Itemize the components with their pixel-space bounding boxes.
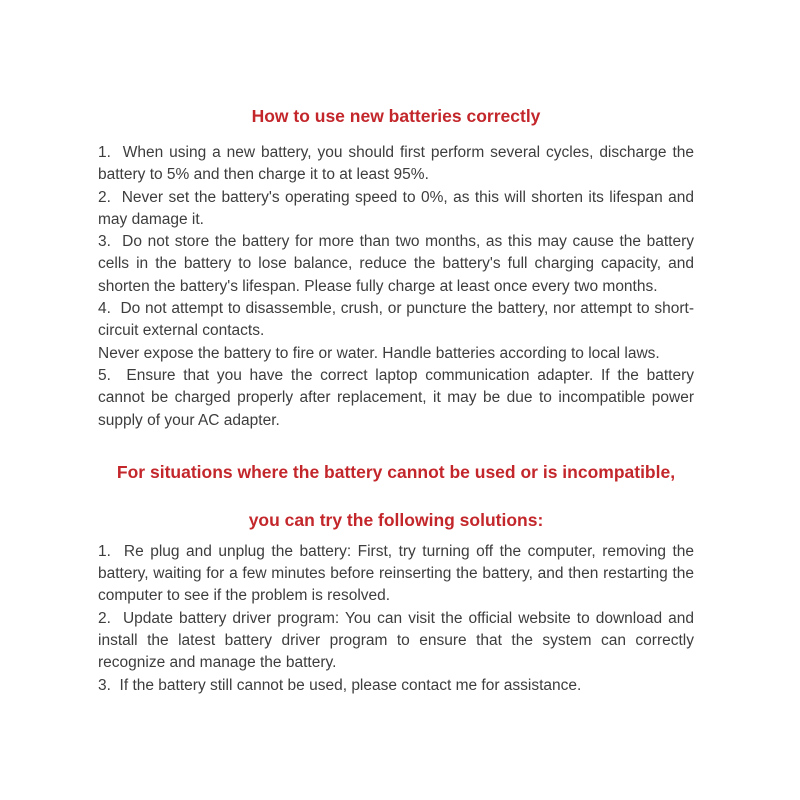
instruction-paragraph: 5. Ensure that you have the correct laptop communication adapter. If the battery cannot be charged properly after replacement, it may be due to incompatible power supply of your AC adapter. xyxy=(98,366,694,429)
section-battery-usage xyxy=(98,104,694,432)
solution-paragraph: 2. Update battery driver program: You can visit the official website to download and install the latest battery driver program to ensure that the system can correctly recognize and manage the battery. xyxy=(98,609,694,672)
instruction-paragraph: 1. When using a new battery, you should first perform several cycles, discharge the battery to 5% and then charge it to at least 95%. xyxy=(98,144,694,184)
instruction-paragraph: 3. Do not store the battery for more than two months, as this may cause the battery cells in the battery to lose balance, reduce the battery's full charging capacity, and shorten the battery's lifespan. Please fully charge at least once every two months. xyxy=(98,233,694,295)
section-troubleshooting xyxy=(98,460,694,697)
section-title-troubleshooting-line2: you can try the following solutions: xyxy=(248,509,544,530)
solution-paragraph: 3. If the battery still cannot be used, please contact me for assistance. xyxy=(98,676,582,694)
document-page xyxy=(98,0,694,697)
instruction-paragraph: Never expose the battery to fire or water. Handle batteries according to local laws. xyxy=(98,344,660,362)
solution-paragraph: 1. Re plug and unplug the battery: First, try turning off the computer, removing the battery, waiting for a few minutes before reinserting the battery, and then restarting the computer to see if the problem is resolved. xyxy=(98,542,694,605)
instruction-paragraph: 2. Never set the battery's operating speed to 0%, as this will shorten its lifespan and may damage it. xyxy=(98,188,694,228)
section-title-usage: How to use new batteries correctly xyxy=(251,106,541,126)
section-title-troubleshooting-line1: For situations where the battery cannot be used or is incompatible, xyxy=(116,461,676,482)
instruction-paragraph: 4. Do not attempt to disassemble, crush, or puncture the battery, nor attempt to short-circuit external contacts. xyxy=(98,300,694,340)
